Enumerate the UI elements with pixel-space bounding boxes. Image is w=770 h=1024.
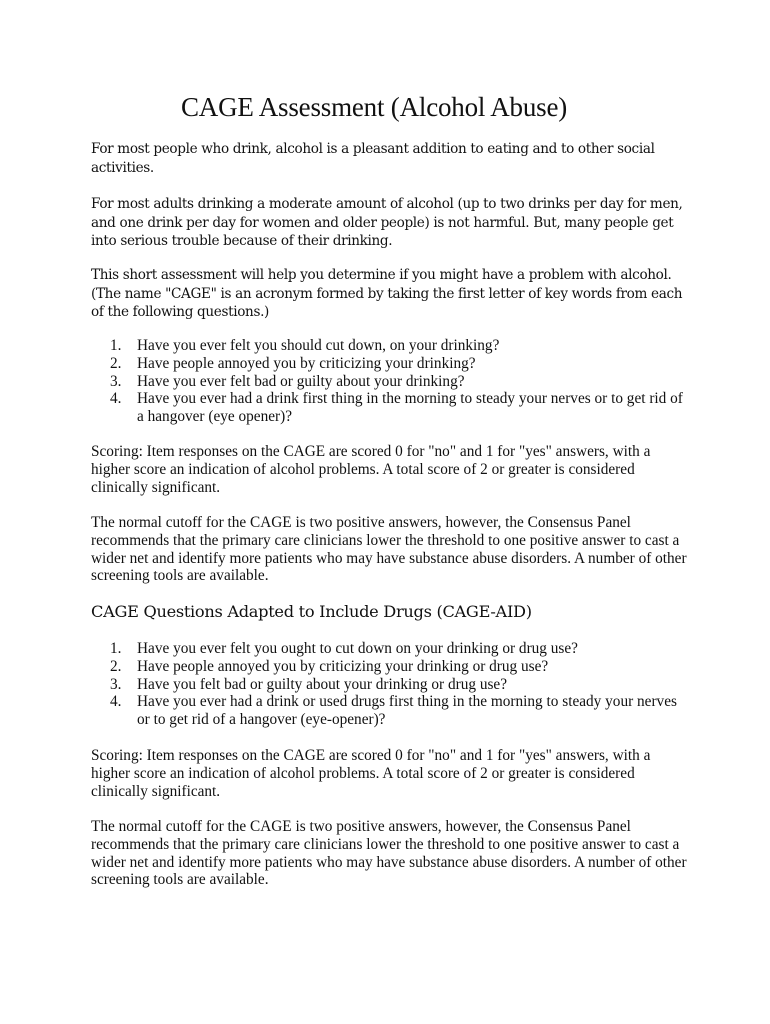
scoring-paragraph: Scoring: Item responses on the CAGE are scored 0 for "no" and 1 for "yes" answers, with a higher score an indication of alcohol problems. A total score of 2 or greater is considered clinically significant. <box>91 443 651 496</box>
question-text: Have you ever had a drink or used drugs first thing in the morning to steady your nerves or to get rid of a hangover (eye-opener)? <box>137 693 677 729</box>
cage-aid-question-item <box>110 693 690 729</box>
cage-question-item <box>110 355 690 373</box>
question-text: Have you felt bad or guilty about your drinking or drug use? <box>137 675 508 693</box>
scoring-paragraph: Scoring: Item responses on the CAGE are scored 0 for "no" and 1 for "yes" answers, with a higher score an indication of alcohol problems. A total score of 2 or greater is considered clinically significant. <box>91 747 651 800</box>
cage-aid-question-item <box>110 640 690 658</box>
intro-paragraph-2: For most adults drinking a moderate amount of alcohol (up to two drinks per day for men, and one drink per day for women and older people) is not harmful. But, many people get into serious trouble because of their drinking. <box>91 196 683 249</box>
question-text: Have people annoyed you by criticizing your drinking? <box>137 354 476 372</box>
cage-aid-question-item <box>110 658 690 676</box>
question-number: 2. <box>110 354 122 372</box>
cage-aid-question-list <box>110 640 690 729</box>
question-number: 3. <box>110 372 122 390</box>
question-text: Have you ever felt bad or guilty about your drinking? <box>137 372 465 390</box>
question-number: 4. <box>110 693 122 711</box>
cage-aid-question-item <box>110 676 690 694</box>
question-number: 2. <box>110 657 122 675</box>
question-text: Have you ever felt you ought to cut down on your drinking or drug use? <box>137 640 578 657</box>
question-number: 1. <box>110 337 122 354</box>
cage-question-item <box>110 337 690 355</box>
question-number: 1. <box>110 640 122 657</box>
cage-aid-heading: CAGE Questions Adapted to Include Drugs (CAGE-AID) <box>91 602 532 621</box>
question-text: Have you ever had a drink first thing in the morning to steady your nerves or to get rid of a hangover (eye opener)? <box>137 390 683 426</box>
cage-question-list <box>110 337 690 426</box>
question-text: Have you ever felt you should cut down, on your drinking? <box>137 337 500 354</box>
page-title: CAGE Assessment (Alcohol Abuse) <box>181 92 568 122</box>
question-number: 3. <box>110 675 122 693</box>
question-text: Have people annoyed you by criticizing your drinking or drug use? <box>137 657 549 675</box>
cutoff-paragraph: The normal cutoff for the CAGE is two positive answers, however, the Consensus Panel recommends that the primary care clinicians lower the threshold to one positive answer to cast a wider net and identify more patients who may have substance abuse disorders. A number of other screening tools are available. <box>91 514 687 585</box>
question-number: 4. <box>110 390 122 408</box>
cutoff-paragraph: The normal cutoff for the CAGE is two positive answers, however, the Consensus Panel recommends that the primary care clinicians lower the threshold to one positive answer to cast a wider net and identify more patients who may have substance abuse disorders. A number of other screening tools are available. <box>91 818 687 889</box>
intro-paragraph-3: This short assessment will help you determine if you might have a problem with alcohol. (The name "CAGE" is an acronym formed by taking the first letter of key words from each of the following questions.) <box>91 267 683 320</box>
intro-paragraph-1: For most people who drink, alcohol is a pleasant addition to eating and to other social activities. <box>91 141 655 176</box>
cage-question-item <box>110 390 690 426</box>
cage-question-item <box>110 373 690 391</box>
